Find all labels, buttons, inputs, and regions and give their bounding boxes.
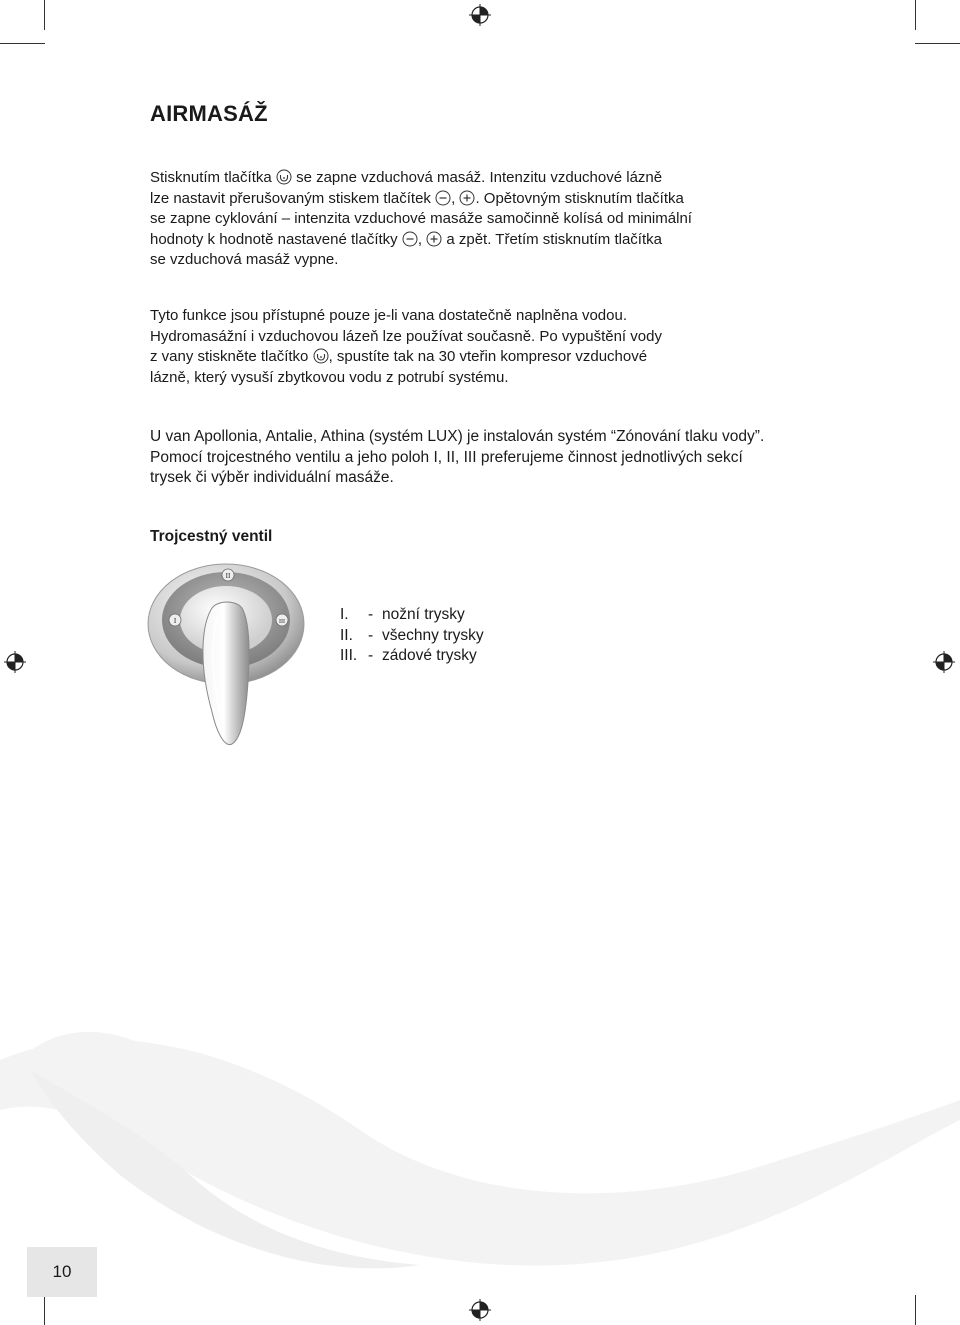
crop-mark-bottom-right-v	[915, 1295, 916, 1325]
valve-label-ii: II	[225, 572, 231, 580]
legend-number: II.	[340, 626, 353, 644]
section-subheading: Trojcestný ventil	[150, 528, 273, 545]
legend-text: všechny trysky	[382, 626, 484, 644]
text-fragment: z vany stiskněte tlačítko	[150, 348, 309, 365]
legend-number: I.	[340, 606, 349, 623]
minus-circle-icon	[435, 190, 451, 206]
text-fragment: hodnoty k hodnotě nastavené tlačítky	[150, 230, 398, 248]
registration-mark-icon	[469, 4, 491, 26]
text-fragment: ,	[417, 230, 423, 248]
page-number: 10	[27, 1247, 97, 1297]
legend-row	[340, 605, 484, 626]
paragraph-zone-system	[150, 427, 764, 489]
text-line: U van Apollonia, Antalie, Athina (systém LUX) je instalován systém “Zónování tlaku vody”.	[150, 428, 765, 445]
legend-text: zádové trysky	[382, 647, 477, 664]
three-way-valve-illustration	[146, 562, 306, 752]
crop-mark-top-right-v	[915, 0, 916, 30]
legend-separator: -	[368, 626, 374, 644]
legend-number: III.	[340, 647, 358, 664]
text-line: se zapne cyklování – intenzita vzduchové masáže samočinně kolísá od minimální	[150, 210, 692, 227]
crop-mark-top-left-v	[44, 0, 45, 30]
text-line: se vzduchová masáž vypne.	[150, 251, 339, 268]
paragraph-airmassage	[150, 168, 692, 271]
registration-mark-icon	[469, 1299, 491, 1321]
crop-mark-top-right	[915, 43, 960, 44]
paragraph-usage-notes	[150, 306, 662, 388]
legend-separator: -	[368, 606, 374, 623]
registration-mark-icon	[4, 651, 26, 673]
text-fragment: se zapne vzduchová masáž. Intenzitu vzduchové lázně	[296, 169, 663, 186]
text-line: Tyto funkce jsou přístupné pouze je-li vana dostatečně naplněna vodou.	[150, 307, 627, 324]
text-fragment: a zpět. Třetím stisknutím tlačítka	[446, 230, 662, 248]
registration-mark-icon	[933, 651, 955, 673]
text-line: Pomocí trojcestného ventilu a jeho poloh I, II, III preferujeme činnost jednotlivých sekcí	[150, 448, 743, 466]
air-massage-icon	[276, 169, 292, 185]
text-fragment: ,	[451, 189, 456, 207]
text-line: trysek či výběr individuální masáže.	[150, 469, 394, 486]
text-line: Hydromasážní i vzduchovou lázeň lze používat současně. Po vypuštění vody	[150, 327, 662, 345]
valve-legend	[340, 605, 484, 667]
crop-mark-top-left	[0, 43, 45, 44]
plus-circle-icon	[459, 190, 475, 206]
legend-separator: -	[368, 647, 374, 664]
legend-row	[340, 626, 484, 647]
legend-text: nožní trysky	[382, 606, 465, 623]
valve-label-iii: III	[279, 619, 285, 625]
air-massage-icon	[313, 348, 329, 364]
minus-circle-icon	[402, 231, 418, 247]
text-fragment: Stisknutím tlačítka	[150, 169, 272, 186]
page-title: AIRMASÁŽ	[150, 101, 268, 126]
plus-circle-icon	[426, 231, 442, 247]
text-fragment: . Opětovným stisknutím tlačítka	[475, 189, 684, 207]
valve-label-i: I	[173, 617, 177, 625]
crop-mark-bottom-left-v	[44, 1295, 45, 1325]
text-line: lázně, který vysuší zbytkovou vodu z potrubí systému.	[150, 368, 509, 386]
legend-row	[340, 646, 484, 667]
text-fragment: lze nastavit přerušovaným stiskem tlačítek	[150, 189, 431, 207]
text-fragment: , spustíte tak na 30 vteřin kompresor vzduchové	[328, 348, 648, 365]
